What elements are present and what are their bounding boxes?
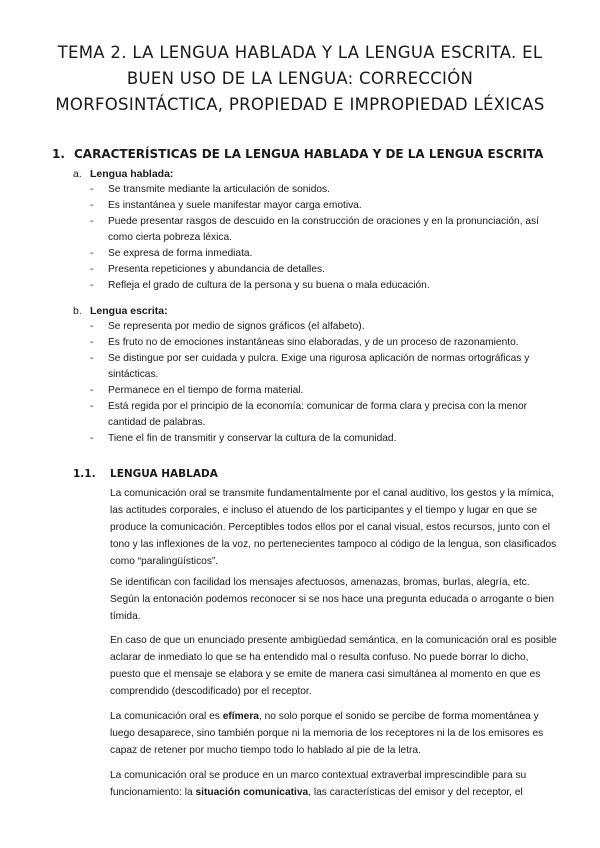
list-item: - Permanece en el tiempo de forma material. — [90, 385, 304, 396]
list-item: - Se expresa de forma inmediata. — [90, 248, 253, 259]
section-1-1-heading — [73, 466, 553, 482]
paragraph-channels: La comunicación oral se transmite fundamentalmente por el canal auditivo, los gestos y la mímica, las actitudes corporales, e incluso el atuendo de los participantes y el tiempo y lugar en que se produce la comunicación. Perceptibles todos ellos por el canal visual, estos recursos, junto con el tono y las inflexiones de la voz, no pertenecientes tampoco al código de la lengua, son clasificados como “paralingüísticos”. — [110, 488, 557, 567]
section-1-1-title: LENGUA HABLADA — [110, 468, 218, 480]
section-1-number: 1. — [52, 147, 65, 161]
spoken-language-label — [73, 166, 573, 182]
list-item: - Presenta repeticiones y abundancia de detalles. — [90, 264, 325, 275]
spoken-label: Lengua hablada: — [90, 168, 174, 180]
section-1-1-number: 1.1. — [73, 468, 96, 480]
section-1-heading — [52, 146, 572, 162]
list-item: - Es fruto no de emociones instantáneas sino elaboradas, y de un proceso de razonamiento. — [90, 337, 519, 348]
list-item: - Puede presentar rasgos de descuido en la construcción de oraciones y en la pronunciación, así como cierta pobreza léxica. — [90, 216, 539, 243]
paragraph-context: La comunicación oral se produce en un marco contextual extraverbal imprescindible para su funcionamiento: la situación comunicativa, las características del emisor y del receptor, el — [110, 770, 527, 798]
list-item: - Es instantánea y suele manifestar mayor carga emotiva. — [90, 200, 362, 211]
term-situacion-comunicativa: situación comunicativa — [195, 787, 309, 798]
written-letter: b. — [73, 305, 82, 317]
list-item: - Se representa por medio de signos gráficos (el alfabeto). — [90, 321, 365, 332]
paragraph-intonation: Se identifican con facilidad los mensajes afectuosos, amenazas, bromas, burlas, alegría, etc. Según la entonación podemos reconocer si se nos hace una pregunta educada o arrogante o bien tímida. — [110, 577, 555, 622]
paragraph-ambiguity: En caso de que un enunciado presente ambigüedad semántica, en la comunicación oral es posible aclarar de inmediato lo que se ha entendido mal o resulta confuso. No puede borrar lo dicho, puesto que el mensaje se elabora y se emite de manera casi simultánea al momento en que es comprendido (descodificado) por el receptor. — [110, 635, 557, 697]
list-item: - Tiene el fin de transmitir y conservar la cultura de la comunidad. — [90, 433, 397, 444]
term-efimera: efímera — [222, 711, 259, 722]
written-features-list — [90, 319, 560, 447]
list-item: - Refleja el grado de cultura de la persona y su buena o mala educación. — [90, 280, 430, 291]
spoken-letter: a. — [73, 168, 82, 180]
paragraph-ephemeral: La comunicación oral es efímera, no solo porque el sonido se percibe de forma momentánea y luego desaparece, sino también porque ni la memoria de los receptores ni la de los emisores es capaz de retener por mucho tiempo todo lo hablado al pie de la letra. — [110, 711, 544, 756]
list-item: - Se distingue por ser cuidada y pulcra. Exige una rigurosa aplicación de normas ortográficas y sintácticas. — [90, 353, 530, 380]
spoken-features-list — [90, 182, 560, 294]
section-1-title: CARACTERÍSTICAS DE LA LENGUA HABLADA Y DE LA LENGUA ESCRITA — [74, 147, 544, 161]
document-title: TEMA 2. LA LENGUA HABLADA Y LA LENGUA ESCRITA. EL BUEN USO DE LA LENGUA: CORRECCIÓN MORFOSINTÁCTICA, PROPIEDAD E IMPROPIEDAD LÉXICAS — [55, 43, 545, 114]
written-label: Lengua escrita: — [90, 305, 168, 317]
written-language-label — [73, 303, 573, 319]
list-item: - Está regida por el principio de la economía: comunicar de forma clara y precisa con la menor cantidad de palabras. — [90, 401, 528, 428]
list-item: - Se transmite mediante la articulación de sonidos. — [90, 184, 330, 195]
